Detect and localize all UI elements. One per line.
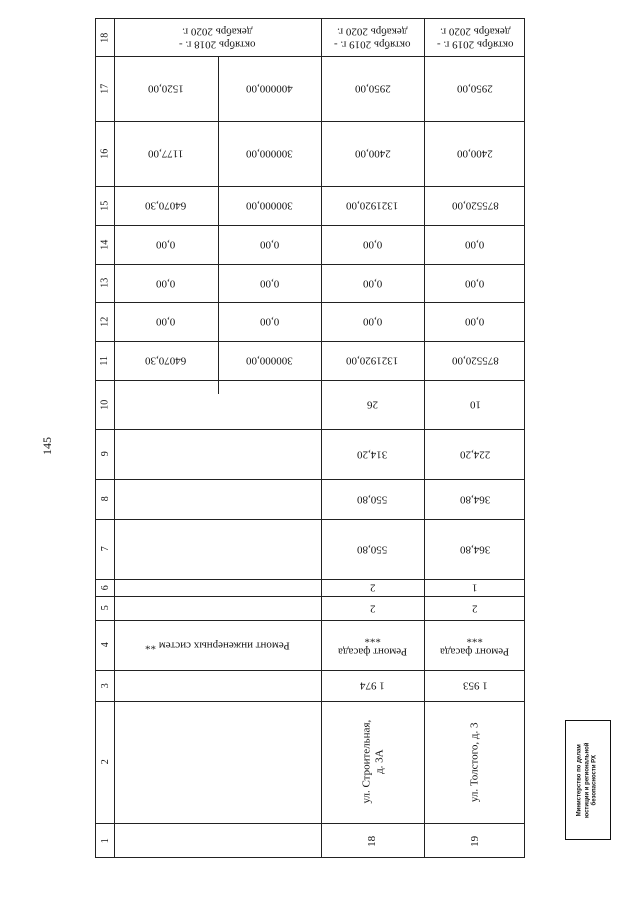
row-19-year: 1 953 (462, 679, 488, 692)
row-18-c11: 1321920,00 (346, 354, 399, 367)
row-19-c10: 10 (469, 398, 481, 411)
row-18-c13: 0,00 (362, 277, 383, 290)
row-18-year: 1 974 (360, 679, 385, 692)
row-a-c13: 0,00 (156, 277, 176, 290)
row-19-c15: 875520,00 (451, 199, 499, 212)
row-19-c6: 1 (472, 581, 478, 594)
col-number-10: 10 (99, 399, 111, 410)
row-19-c14: 0,00 (465, 238, 485, 251)
col-number-6: 6 (99, 585, 111, 590)
col-number-4: 4 (99, 642, 111, 648)
row-19-number: 19 (468, 835, 481, 847)
row-a-c16: 1177,00 (148, 147, 184, 160)
row-19-c9: 224,20 (459, 448, 491, 461)
row-19-work-type: Ремонт фасада *** (440, 633, 510, 658)
budget-table (95, 18, 525, 858)
col-number-15: 15 (99, 200, 111, 211)
row-18-c8: 550,80 (357, 493, 388, 506)
row-b-c13: 0,00 (259, 277, 280, 290)
col-number-17: 17 (99, 83, 111, 94)
row-19-c5: 2 (472, 602, 478, 615)
row-b-c14: 0,00 (259, 238, 280, 251)
row-19-c12: 0,00 (465, 315, 485, 328)
row-18-c10: 26 (367, 398, 378, 411)
row-18-number: 18 (366, 835, 379, 847)
row-18-c14: 0,00 (362, 238, 383, 251)
col-number-7: 7 (99, 546, 111, 552)
col-number-11: 11 (99, 355, 111, 366)
col-number-13: 13 (99, 278, 111, 288)
row-19-c16: 2400,00 (457, 147, 493, 160)
row-19-c8: 364,80 (459, 493, 491, 506)
col-number-14: 14 (99, 239, 111, 250)
row-b-c11: 300000,00 (246, 354, 293, 367)
row-18-c5: 2 (369, 602, 376, 615)
row-18-c16: 2400,00 (354, 147, 391, 160)
row-19-c11: 875520,00 (451, 354, 499, 367)
row-18-c12: 0,00 (362, 315, 383, 328)
row-18-c7: 550,80 (357, 543, 388, 556)
row-18-c17: 2950,00 (354, 82, 391, 95)
row-a-c14: 0,00 (156, 238, 176, 251)
row-a-work-type: Ремонт инженерных систем ** (145, 639, 290, 652)
row-a-c17: 1520,00 (148, 82, 184, 95)
col-number-16: 16 (99, 148, 111, 159)
col-number-12: 12 (99, 316, 111, 327)
row-18-c9: 314,20 (357, 448, 388, 461)
row-18-address: ул. Строительная, д. 3А (359, 720, 385, 804)
col-number-8: 8 (99, 496, 111, 502)
row-a-c15: 64070,30 (145, 199, 187, 212)
row-a-period: октябрь 2018 г. - декабрь 2020 г. (179, 25, 256, 51)
col-number-5: 5 (99, 605, 111, 611)
row-19-c17: 2950,00 (457, 82, 493, 95)
col-number-9: 9 (99, 451, 111, 457)
page-number: 145 (40, 437, 54, 455)
col-number-1: 1 (99, 838, 111, 844)
row-18-c6: 2 (369, 581, 376, 594)
row-b-c15: 300000,00 (246, 199, 293, 212)
row-a-c11: 64070,30 (145, 354, 187, 367)
row-b-c16: 300000,00 (246, 147, 293, 160)
col-number-3: 3 (99, 683, 111, 688)
col-number-2: 2 (99, 759, 111, 765)
ministry-stamp: Министерство по делам юстиции и региональной безопасности РХ (565, 720, 611, 840)
row-19-c7: 364,80 (459, 543, 491, 556)
row-18-c15: 1321920,00 (346, 199, 399, 212)
row-b-c12: 0,00 (259, 315, 280, 328)
col-number-18: 18 (99, 32, 111, 43)
row-b-c17: 400000,00 (246, 82, 293, 95)
row-18-period: октябрь 2019 г. - декабрь 2020 г. (334, 25, 411, 51)
row-19-c13: 0,00 (465, 277, 485, 290)
row-18-work-type: Ремонт фасада *** (337, 633, 408, 658)
row-19-address: ул. Толстого, д. 3 (468, 722, 481, 802)
row-19-period: октябрь 2019 г. - декабрь 2020 г. (436, 25, 514, 51)
row-a-c12: 0,00 (156, 315, 176, 328)
